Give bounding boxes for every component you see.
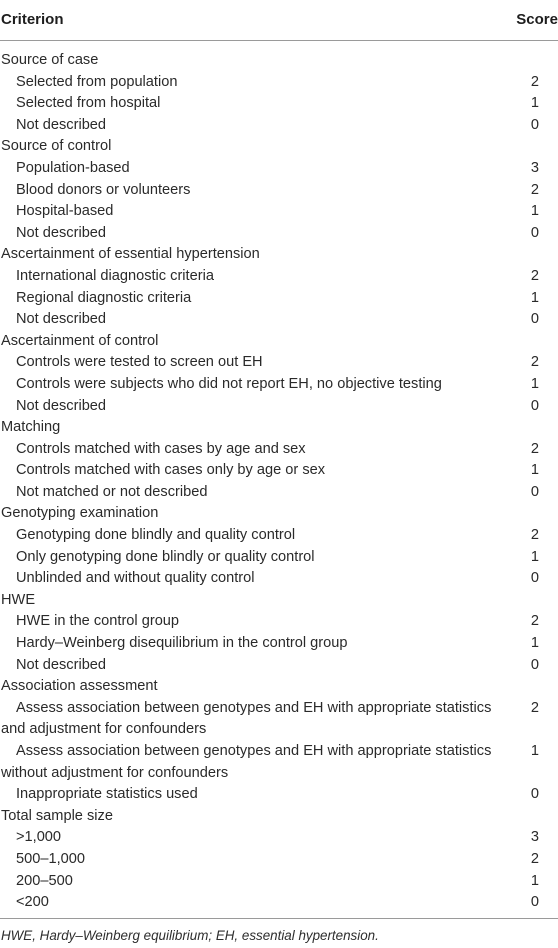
criterion-label: Regional diagnostic criteria bbox=[16, 289, 192, 306]
score-value: 2 bbox=[530, 613, 539, 630]
score-value: 1 bbox=[530, 375, 539, 392]
criterion-row bbox=[0, 439, 558, 461]
criterion-label: <200 bbox=[16, 894, 49, 911]
criterion-label: Controls were subjects who did not report EH, no objective testing bbox=[16, 375, 442, 392]
criterion-row bbox=[0, 525, 558, 547]
criterion-row bbox=[0, 201, 558, 223]
category-row bbox=[0, 136, 558, 158]
score-value: 0 bbox=[530, 311, 539, 328]
criterion-row bbox=[0, 784, 558, 806]
category-label: Ascertainment of essential hypertension bbox=[1, 246, 260, 263]
score-value: 0 bbox=[530, 570, 539, 587]
category-row bbox=[0, 50, 558, 72]
category-label: Ascertainment of control bbox=[1, 332, 159, 349]
criterion-label: Hardy–Weinberg disequilibrium in the control group bbox=[16, 635, 348, 652]
score-value: 0 bbox=[530, 224, 539, 241]
score-value: 1 bbox=[530, 462, 539, 479]
criterion-label: Population-based bbox=[16, 159, 130, 176]
score-value: 0 bbox=[530, 786, 539, 803]
score-value: 2 bbox=[530, 699, 539, 716]
criterion-label: Selected from hospital bbox=[16, 95, 161, 112]
category-label: HWE bbox=[1, 591, 36, 608]
criterion-label: HWE in the control group bbox=[16, 613, 180, 630]
category-row bbox=[0, 503, 558, 525]
criterion-label: Controls were tested to screen out EH bbox=[16, 354, 263, 371]
score-value: 2 bbox=[530, 527, 539, 544]
score-value: 2 bbox=[530, 267, 539, 284]
criterion-label: 500–1,000 bbox=[16, 850, 85, 867]
score-value: 3 bbox=[530, 829, 539, 846]
criterion-label: Not described bbox=[16, 224, 107, 241]
category-row bbox=[0, 244, 558, 266]
category-label: Association assessment bbox=[1, 678, 158, 695]
score-value: 0 bbox=[530, 483, 539, 500]
score-value: 1 bbox=[530, 95, 539, 112]
criterion-row bbox=[0, 871, 558, 893]
criterion-label: Blood donors or volunteers bbox=[16, 181, 191, 198]
criterion-label: Not matched or not described bbox=[16, 483, 208, 500]
category-label: Total sample size bbox=[1, 807, 113, 824]
score-value: 0 bbox=[530, 656, 539, 673]
criterion-column-header: Criterion bbox=[1, 11, 64, 28]
score-value: 3 bbox=[530, 159, 539, 176]
criterion-label: Unblinded and without quality control bbox=[16, 570, 255, 587]
criterion-label: >1,000 bbox=[16, 829, 62, 846]
criterion-row bbox=[0, 352, 558, 374]
criterion-row bbox=[0, 568, 558, 590]
criterion-row bbox=[0, 115, 558, 137]
category-row bbox=[0, 417, 558, 439]
score-value: 2 bbox=[530, 73, 539, 90]
criterion-row bbox=[0, 698, 558, 741]
criterion-row bbox=[0, 741, 558, 784]
criterion-row bbox=[0, 72, 558, 94]
criterion-row bbox=[0, 158, 558, 180]
criterion-row bbox=[0, 892, 558, 914]
criterion-row bbox=[0, 180, 558, 202]
criterion-row bbox=[0, 827, 558, 849]
score-value: 0 bbox=[530, 397, 539, 414]
category-row bbox=[0, 806, 558, 828]
category-row bbox=[0, 676, 558, 698]
criterion-label: Assess association between genotypes and EH with appropriate statistics without adjustment for confounders bbox=[1, 743, 492, 781]
criterion-label: 200–500 bbox=[16, 872, 73, 889]
category-label: Source of case bbox=[1, 52, 99, 68]
criterion-row bbox=[0, 223, 558, 245]
table-body bbox=[0, 41, 558, 914]
criterion-label: Genotyping done blindly and quality control bbox=[16, 527, 296, 544]
criterion-row bbox=[0, 396, 558, 418]
criterion-row bbox=[0, 93, 558, 115]
score-value: 1 bbox=[530, 872, 539, 889]
table-header bbox=[0, 0, 558, 41]
score-value: 2 bbox=[530, 440, 539, 457]
table-footnote: HWE, Hardy–Weinberg equilibrium; EH, essential hypertension. bbox=[1, 927, 379, 943]
criterion-row bbox=[0, 611, 558, 633]
score-value: 1 bbox=[530, 203, 539, 220]
criterion-label: International diagnostic criteria bbox=[16, 267, 214, 284]
score-value: 0 bbox=[530, 894, 539, 911]
criterion-row bbox=[0, 374, 558, 396]
criterion-label: Inappropriate statistics used bbox=[16, 786, 198, 803]
category-label: Source of control bbox=[1, 138, 112, 155]
score-value: 1 bbox=[530, 743, 539, 759]
score-value: 1 bbox=[530, 548, 539, 565]
criterion-label: Controls matched with cases by age and sex bbox=[16, 440, 306, 457]
criterion-label: Selected from population bbox=[16, 73, 178, 90]
criterion-row bbox=[0, 655, 558, 677]
criterion-label: Not described bbox=[16, 116, 107, 133]
criterion-row bbox=[0, 547, 558, 569]
score-column-header: Score bbox=[516, 11, 558, 28]
criterion-label: Assess association between genotypes and EH with appropriate statistics and adjustment for confounders bbox=[1, 699, 492, 738]
category-label: Matching bbox=[1, 419, 61, 436]
criterion-label: Not described bbox=[16, 656, 107, 673]
criterion-row bbox=[0, 482, 558, 504]
criterion-row bbox=[0, 460, 558, 482]
criterion-row bbox=[0, 266, 558, 288]
criterion-row bbox=[0, 309, 558, 331]
score-value: 2 bbox=[530, 354, 539, 371]
criterion-row bbox=[0, 633, 558, 655]
category-row bbox=[0, 590, 558, 612]
score-value: 0 bbox=[530, 116, 539, 133]
criterion-label: Only genotyping done blindly or quality control bbox=[16, 548, 315, 565]
score-value: 1 bbox=[530, 635, 539, 652]
criterion-label: Not described bbox=[16, 397, 107, 414]
criterion-label: Controls matched with cases only by age or sex bbox=[16, 462, 326, 479]
category-row bbox=[0, 331, 558, 353]
criterion-row bbox=[0, 849, 558, 871]
criterion-label: Not described bbox=[16, 311, 107, 328]
score-value: 2 bbox=[530, 181, 539, 198]
category-label: Genotyping examination bbox=[1, 505, 159, 522]
criterion-label: Hospital-based bbox=[16, 203, 114, 220]
score-value: 2 bbox=[530, 850, 539, 867]
score-value: 1 bbox=[530, 289, 539, 306]
criterion-row bbox=[0, 288, 558, 310]
